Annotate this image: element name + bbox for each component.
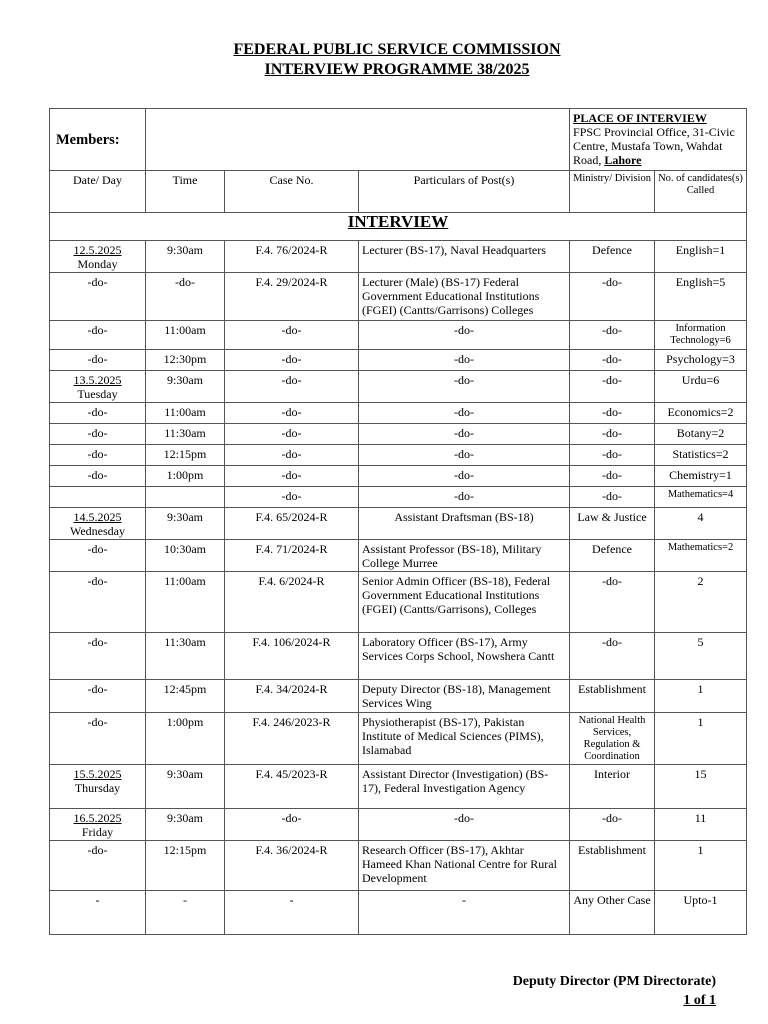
members-row — [50, 109, 747, 171]
section-label: INTERVIEW — [50, 213, 747, 241]
ministry-cell: Interior — [570, 765, 655, 809]
place-city: Lahore — [604, 153, 642, 167]
ministry-cell: -do- — [570, 403, 655, 424]
table-row — [50, 273, 747, 321]
day-value: Monday — [77, 257, 118, 271]
post-cell: -do- — [359, 809, 570, 841]
date-cell — [50, 241, 146, 273]
day-value: Tuesday — [77, 387, 118, 401]
ministry-cell: -do- — [570, 273, 655, 321]
members-label: Members: — [50, 109, 146, 171]
case-cell: -do- — [225, 424, 359, 445]
post-cell: Senior Admin Officer (BS-18), Federal Government Educational Institutions (FGEI) (Cantts/Garrisons), Colleges — [359, 572, 570, 633]
candidates-cell: Chemistry=1 — [655, 466, 747, 487]
table-row — [50, 241, 747, 273]
date-cell — [50, 809, 146, 841]
col-date: Date/ Day — [50, 171, 146, 213]
ministry-cell: -do- — [570, 321, 655, 350]
table-row — [50, 572, 747, 633]
post-cell: -do- — [359, 321, 570, 350]
case-cell: -do- — [225, 350, 359, 371]
ministry-cell: Law & Justice — [570, 508, 655, 540]
date-cell — [50, 765, 146, 809]
table-row — [50, 424, 747, 445]
candidates-cell: 5 — [655, 633, 747, 680]
date-cell — [50, 371, 146, 403]
case-cell: -do- — [225, 445, 359, 466]
post-cell: Laboratory Officer (BS-17), Army Services Corps School, Nowshera Cantt — [359, 633, 570, 680]
candidates-cell: Information Technology=6 — [655, 321, 747, 350]
case-cell: F.4. 36/2024-R — [225, 841, 359, 891]
time-cell: 10:30am — [146, 540, 225, 572]
date-cell: -do- — [50, 445, 146, 466]
commission-title: FEDERAL PUBLIC SERVICE COMMISSION — [233, 41, 561, 58]
candidates-cell: Upto-1 — [655, 891, 747, 935]
place-address: FPSC Provincial Office, 31-Civic Centre, Mustafa Town, Wahdat Road, Lahore — [573, 125, 735, 167]
table-row — [50, 321, 747, 350]
post-cell: -do- — [359, 350, 570, 371]
case-cell: F.4. 106/2024-R — [225, 633, 359, 680]
post-cell: -do- — [359, 371, 570, 403]
post-cell: Lecturer (BS-17), Naval Headquarters — [359, 241, 570, 273]
post-cell: -do- — [359, 445, 570, 466]
date-cell: -do- — [50, 540, 146, 572]
ministry-cell: -do- — [570, 633, 655, 680]
time-cell: 9:30am — [146, 508, 225, 540]
ministry-cell: National Health Services, Regulation & Coordination — [570, 713, 655, 765]
interview-schedule-table — [49, 108, 747, 935]
ministry-cell: Establishment — [570, 680, 655, 713]
table-row — [50, 466, 747, 487]
candidates-cell: Statistics=2 — [655, 445, 747, 466]
post-cell: Physiotherapist (BS-17), Pakistan Institute of Medical Sciences (PIMS), Islamabad — [359, 713, 570, 765]
table-row — [50, 765, 747, 809]
date-cell: -do- — [50, 680, 146, 713]
time-cell: - — [146, 891, 225, 935]
post-cell: Assistant Director (Investigation) (BS-17), Federal Investigation Agency — [359, 765, 570, 809]
date-cell: -do- — [50, 841, 146, 891]
page-number: 1 of 1 — [683, 993, 716, 1008]
date-value: 12.5.2025 — [73, 243, 122, 257]
candidates-cell: Mathematics=2 — [655, 540, 747, 572]
ministry-cell: -do- — [570, 371, 655, 403]
time-cell: 11:00am — [146, 403, 225, 424]
time-cell: 11:30am — [146, 633, 225, 680]
candidates-cell: Urdu=6 — [655, 371, 747, 403]
time-cell: 12:15pm — [146, 841, 225, 891]
col-post: Particulars of Post(s) — [359, 171, 570, 213]
programme-title: INTERVIEW PROGRAMME 38/2025 — [264, 61, 530, 78]
date-cell: -do- — [50, 572, 146, 633]
candidates-cell: 2 — [655, 572, 747, 633]
candidates-cell: 11 — [655, 809, 747, 841]
candidates-cell: Mathematics=4 — [655, 487, 747, 508]
candidates-cell: Economics=2 — [655, 403, 747, 424]
table-row — [50, 445, 747, 466]
table-row — [50, 403, 747, 424]
table-row — [50, 371, 747, 403]
table-row — [50, 680, 747, 713]
ministry-cell: Any Other Case — [570, 891, 655, 935]
time-cell: 9:30am — [146, 371, 225, 403]
date-cell — [50, 487, 146, 508]
case-cell: F.4. 76/2024-R — [225, 241, 359, 273]
case-cell: -do- — [225, 809, 359, 841]
time-cell: -do- — [146, 273, 225, 321]
date-cell: -do- — [50, 321, 146, 350]
table-row — [50, 809, 747, 841]
date-cell: -do- — [50, 273, 146, 321]
case-cell: F.4. 34/2024-R — [225, 680, 359, 713]
date-value: 13.5.2025 — [73, 373, 122, 387]
time-cell: 1:00pm — [146, 466, 225, 487]
document-header — [0, 40, 768, 80]
table-row — [50, 841, 747, 891]
case-cell: F.4. 6/2024-R — [225, 572, 359, 633]
date-cell — [50, 508, 146, 540]
column-header-row — [50, 171, 747, 213]
candidates-cell: English=5 — [655, 273, 747, 321]
table-row — [50, 350, 747, 371]
case-cell: F.4. 45/2023-R — [225, 765, 359, 809]
ministry-cell: Defence — [570, 241, 655, 273]
case-cell: -do- — [225, 487, 359, 508]
case-cell: -do- — [225, 403, 359, 424]
place-heading: PLACE OF INTERVIEW — [573, 111, 707, 125]
table-row — [50, 633, 747, 680]
date-cell: -do- — [50, 403, 146, 424]
time-cell: 12:15pm — [146, 445, 225, 466]
date-cell: -do- — [50, 713, 146, 765]
ministry-cell: Establishment — [570, 841, 655, 891]
ministry-cell: -do- — [570, 487, 655, 508]
candidates-cell: 1 — [655, 680, 747, 713]
day-value: Wednesday — [69, 524, 125, 538]
table-row — [50, 891, 747, 935]
ministry-cell: -do- — [570, 424, 655, 445]
col-ministry: Ministry/ Division — [570, 171, 655, 213]
ministry-cell: -do- — [570, 466, 655, 487]
section-row — [50, 213, 747, 241]
date-value: 14.5.2025 — [73, 510, 122, 524]
time-cell: 11:30am — [146, 424, 225, 445]
col-time: Time — [146, 171, 225, 213]
time-cell: 1:00pm — [146, 713, 225, 765]
time-cell: 12:30pm — [146, 350, 225, 371]
date-cell: -do- — [50, 466, 146, 487]
date-cell: -do- — [50, 350, 146, 371]
date-value: 16.5.2025 — [73, 811, 122, 825]
ministry-cell: -do- — [570, 350, 655, 371]
time-cell: 9:30am — [146, 809, 225, 841]
signatory: Deputy Director (PM Directorate) — [512, 974, 716, 989]
case-cell: - — [225, 891, 359, 935]
time-cell: 9:30am — [146, 765, 225, 809]
place-of-interview — [570, 109, 747, 171]
post-cell: -do- — [359, 424, 570, 445]
candidates-cell: 15 — [655, 765, 747, 809]
col-candidates: No. of candidates(s) Called — [655, 171, 747, 213]
day-value: Thursday — [74, 781, 121, 795]
candidates-cell: Psychology=3 — [655, 350, 747, 371]
col-case: Case No. — [225, 171, 359, 213]
post-cell: Deputy Director (BS-18), Management Services Wing — [359, 680, 570, 713]
table-row — [50, 713, 747, 765]
date-cell: -do- — [50, 424, 146, 445]
post-cell: - — [359, 891, 570, 935]
date-value: 15.5.2025 — [73, 767, 122, 781]
post-cell: Assistant Professor (BS-18), Military College Murree — [359, 540, 570, 572]
candidates-cell: 1 — [655, 713, 747, 765]
time-cell: 11:00am — [146, 321, 225, 350]
table-row — [50, 540, 747, 572]
time-cell — [146, 487, 225, 508]
candidates-cell: English=1 — [655, 241, 747, 273]
date-cell: - — [50, 891, 146, 935]
post-cell: -do- — [359, 403, 570, 424]
time-cell: 9:30am — [146, 241, 225, 273]
case-cell: F.4. 71/2024-R — [225, 540, 359, 572]
candidates-cell: 4 — [655, 508, 747, 540]
table-row — [50, 508, 747, 540]
case-cell: F.4. 65/2024-R — [225, 508, 359, 540]
date-cell: -do- — [50, 633, 146, 680]
day-value: Friday — [81, 825, 114, 839]
members-blank — [146, 109, 570, 171]
time-cell: 11:00am — [146, 572, 225, 633]
case-cell: -do- — [225, 466, 359, 487]
ministry-cell: -do- — [570, 572, 655, 633]
ministry-cell: -do- — [570, 809, 655, 841]
post-cell: Lecturer (Male) (BS-17) Federal Government Educational Institutions (FGEI) (Cantts/Garrisons) Colleges — [359, 273, 570, 321]
case-cell: -do- — [225, 321, 359, 350]
footer — [513, 972, 716, 1010]
table-row — [50, 487, 747, 508]
case-cell: F.4. 29/2024-R — [225, 273, 359, 321]
case-cell: -do- — [225, 371, 359, 403]
candidates-cell: Botany=2 — [655, 424, 747, 445]
ministry-cell: -do- — [570, 445, 655, 466]
post-cell: Assistant Draftsman (BS-18) — [359, 508, 570, 540]
candidates-cell: 1 — [655, 841, 747, 891]
post-cell: -do- — [359, 487, 570, 508]
case-cell: F.4. 246/2023-R — [225, 713, 359, 765]
post-cell: Research Officer (BS-17), Akhtar Hameed Khan National Centre for Rural Development — [359, 841, 570, 891]
time-cell: 12:45pm — [146, 680, 225, 713]
ministry-cell: Defence — [570, 540, 655, 572]
post-cell: -do- — [359, 466, 570, 487]
